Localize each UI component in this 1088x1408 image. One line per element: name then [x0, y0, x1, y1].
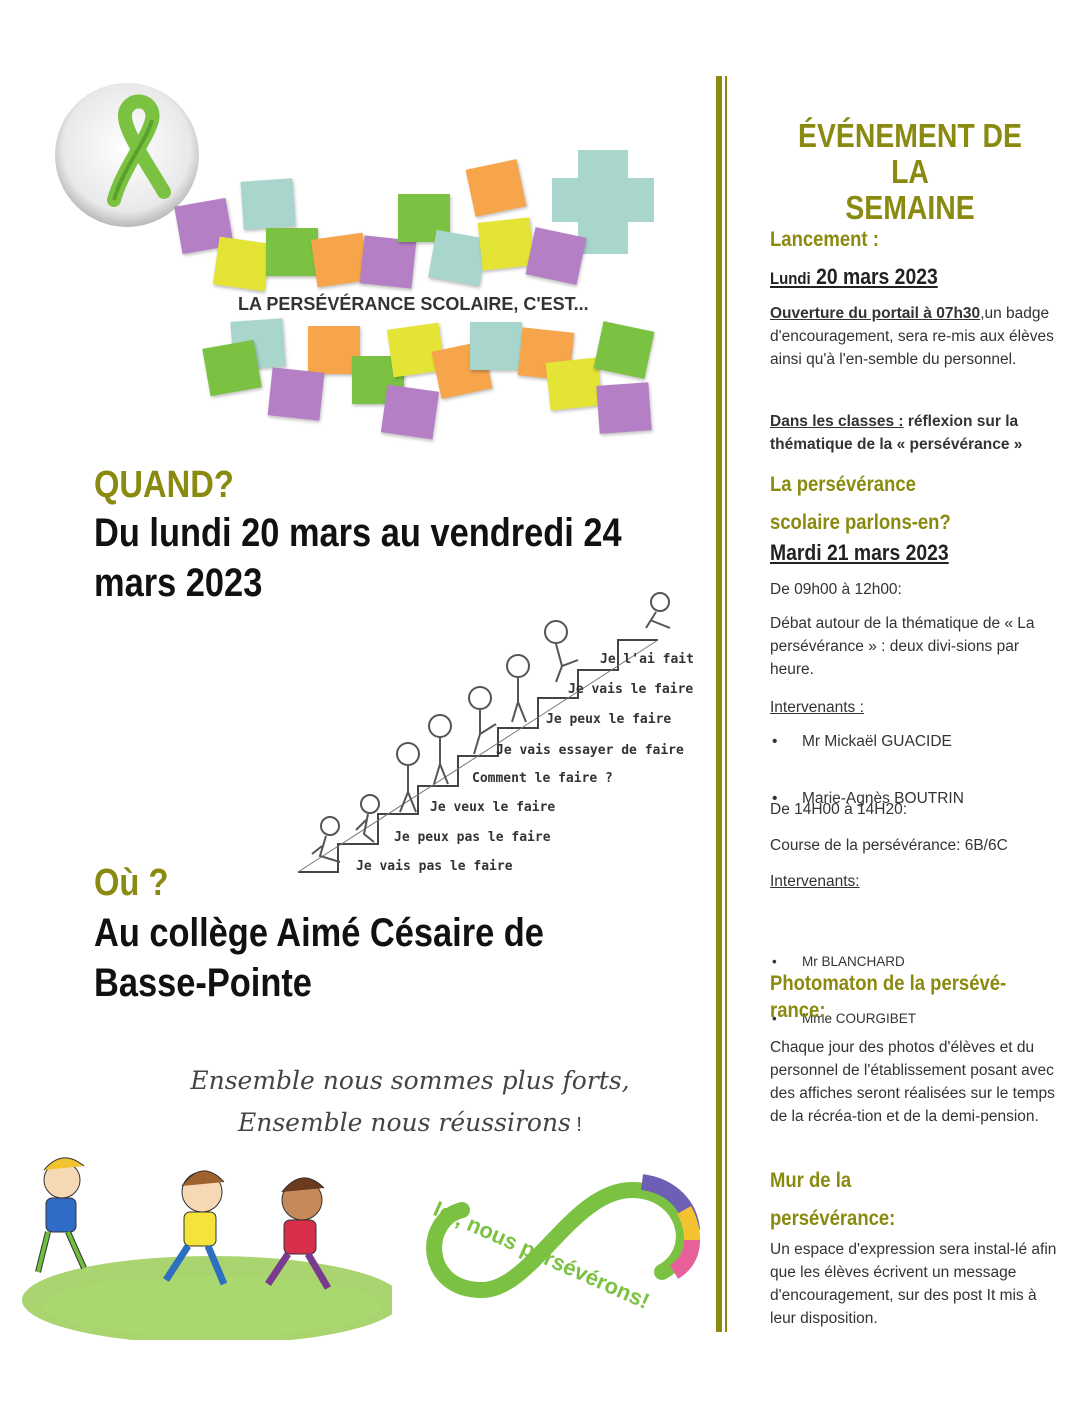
sticky-note	[381, 385, 439, 440]
race-speaker-item-2: • Mme COURGIBET	[770, 1007, 1088, 1030]
infinity-logo	[422, 1160, 702, 1314]
classes-rest: réflexion sur la thématique de la « persévérance »	[770, 413, 1023, 453]
race-time: De 14H00 à 14H20:	[770, 801, 908, 818]
speaker-item-1: • Mr Mickaël GUACIDE	[770, 730, 1088, 753]
sticky-note	[596, 382, 651, 434]
sticky-note	[526, 227, 587, 285]
photo-desc: Chaque jour des photos d'élèves et du personnel de l'établissement posant avec des affiches seront réalisées sur le temps de la récréa-tion et de la demi-pension.	[770, 1039, 1055, 1125]
sticky-note	[466, 159, 527, 217]
launch-classes	[770, 410, 1060, 456]
when-label: QUAND?	[94, 464, 234, 506]
photo-heading-line-2: rance:	[770, 999, 826, 1022]
talk-heading-line-2: scolaire parlons-en?	[770, 511, 951, 534]
where-line-2: Basse-Pointe	[94, 961, 312, 1005]
step-label-6: Je veux le faire	[430, 800, 556, 815]
step-label-5: Comment le faire ?	[472, 771, 613, 786]
wall-heading-line-1: Mur de la	[770, 1169, 852, 1192]
slogan-line-2-end: !	[570, 1114, 582, 1136]
running-kids-illustration	[22, 1150, 392, 1340]
sticky-note	[266, 228, 318, 276]
sticky-note	[594, 321, 655, 379]
wall-heading	[770, 1162, 895, 1238]
step-label-1: Je l'ai fait	[600, 652, 694, 667]
sticky-note	[213, 237, 271, 292]
sidebar-title-line-2: SEMAINE	[845, 189, 975, 226]
step-label-4: Je vais essayer de faire	[496, 743, 684, 758]
sidebar-title-line-1: ÉVÉNEMENT DE LA	[798, 117, 1022, 190]
opening-bold: Ouverture du portail à 07h30	[770, 305, 981, 322]
wall-desc: Un espace d'expression sera instal-lé afin que les élèves écrivent un message d'encouragement, sur des post It mis à leur disposition.	[770, 1241, 1057, 1327]
infinity-logo-text: Ici, nous persévérons!	[429, 1196, 654, 1314]
step-label-2: Je vais le faire	[568, 682, 694, 697]
column-divider-thin	[725, 76, 727, 1332]
where-place	[94, 908, 696, 1008]
column-divider	[716, 76, 722, 1332]
launch-date	[770, 264, 938, 290]
race-desc: Course de la persévérance: 6B/6C	[770, 837, 1008, 854]
talk-desc: Débat autour de la thématique de « La persévérance » : deux divi-sions par heure.	[770, 615, 1035, 678]
classes-bold: Dans les classes :	[770, 413, 904, 430]
photo-heading-line-1: Photomaton de la persévé-	[770, 972, 1007, 995]
slogan-line-2: Ensemble nous réussirons	[237, 1108, 571, 1137]
step-label-7: Je peux pas le faire	[394, 830, 551, 845]
sticky-notes-illustration	[170, 150, 690, 450]
talk-date: Mardi 21 mars 2023	[770, 540, 949, 565]
banner-caption: LA PERSÉVÉRANCE SCOLAIRE, C'EST...	[238, 294, 589, 314]
slogan-line-2-wrap	[100, 1102, 720, 1146]
staircase-illustration	[290, 590, 694, 880]
where-line-1: Au collège Aimé Césaire de	[94, 911, 544, 955]
slogan-line-1: Ensemble nous sommes plus forts,	[190, 1066, 630, 1095]
step-label-8: Je vais pas le faire	[356, 859, 513, 874]
slogan	[100, 1060, 720, 1146]
when-line-2: mars 2023	[94, 561, 263, 605]
when-line-1: Du lundi 20 mars au vendredi 24	[94, 511, 622, 555]
sticky-note	[268, 367, 325, 420]
wall-heading-line-2: persévérance:	[770, 1207, 896, 1230]
launch-day: Lundi	[770, 269, 811, 288]
speaker-item-2: • Marie-Agnès BOUTRIN	[770, 787, 1088, 810]
photo-heading	[770, 970, 1006, 1024]
plus-icon-bar	[552, 178, 654, 222]
sidebar-title	[781, 118, 1039, 226]
speakers-label: Intervenants :	[770, 699, 864, 716]
launch-heading: Lancement :	[770, 228, 879, 251]
sticky-note	[360, 235, 417, 288]
step-label-3: Je peux le faire	[546, 712, 672, 727]
talk-heading	[770, 466, 951, 542]
launch-date-value: 20 mars 2023	[816, 264, 938, 289]
sticky-note	[202, 340, 262, 396]
sticky-note	[470, 322, 522, 370]
where-label: Où ?	[94, 862, 169, 904]
opening-rest: ,un badge d'encouragement, sera re-mis aux élèves ainsi qu'à l'en-semble du personnel.	[770, 305, 1054, 368]
race-speakers-label: Intervenants:	[770, 873, 860, 890]
talk-time: De 09h00 à 12h00:	[770, 581, 902, 598]
sticky-note	[478, 217, 535, 270]
talk-heading-line-1: La persévérance	[770, 473, 916, 496]
race-speaker-item-1: • Mr BLANCHARD	[770, 950, 1088, 973]
sticky-note	[240, 178, 295, 230]
launch-opening	[770, 302, 1060, 371]
